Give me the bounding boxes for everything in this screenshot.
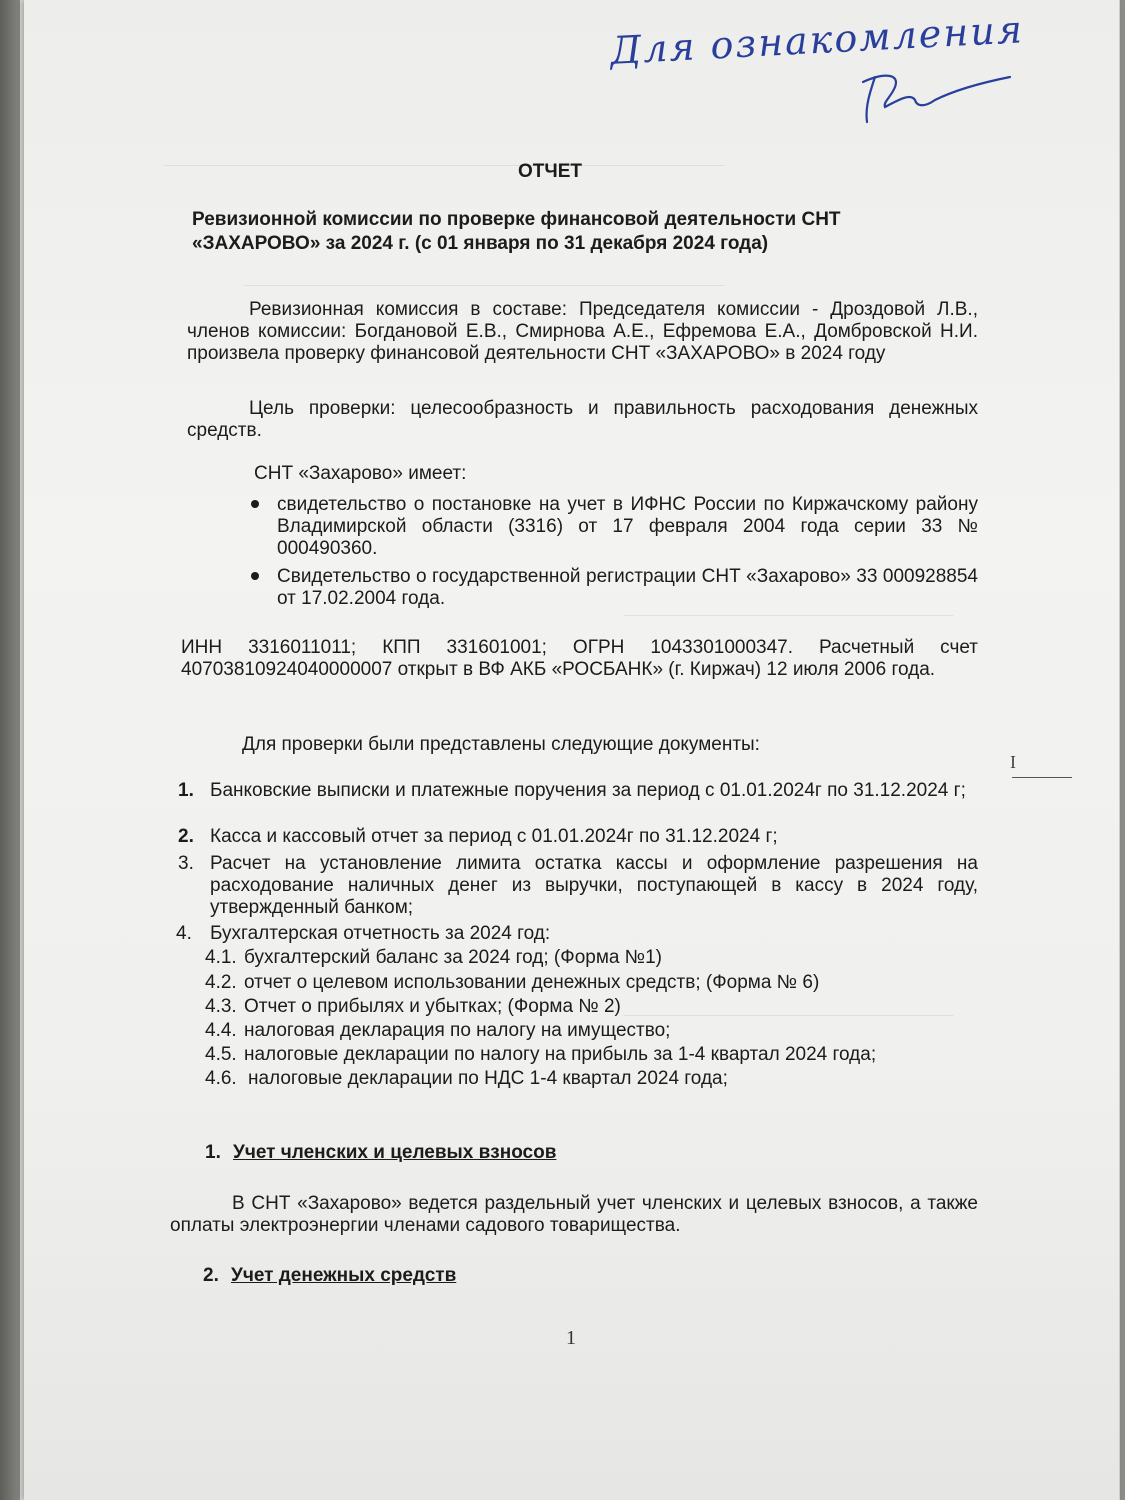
- bleed-through-table: _____________________________________: [624, 600, 954, 617]
- sublist-number: 4.2.: [205, 972, 237, 993]
- desk-edge: [0, 0, 22, 1500]
- signature-icon: [855, 62, 1015, 132]
- list-item: Бухгалтерская отчетность за 2024 год:: [210, 923, 551, 944]
- list-number: 2.: [178, 826, 194, 847]
- documents-heading: Для проверки были представлены следующие документы:: [242, 734, 760, 755]
- section-heading-contributions: Учет членских и целевых взносов: [233, 1142, 557, 1163]
- sublist-number: 4.5.: [205, 1044, 237, 1065]
- list-item: Свидетельство о государственной регистрации СНТ «Захарово» 33 000928854 от 17.02.2004 года.: [277, 566, 978, 609]
- bleed-through-text: ______________________________________________________: [244, 270, 725, 287]
- sublist-item: налоговые декларации по налогу на прибыль за 1-4 квартал 2024 года;: [244, 1044, 877, 1065]
- sublist-item: налоговая декларация по налогу на имущество;: [244, 1020, 671, 1041]
- sublist-number: 4.1.: [205, 947, 237, 968]
- report-title: ОТЧЕТ: [517, 161, 582, 182]
- page-number: 1: [566, 1327, 576, 1349]
- list-number: 3.: [178, 853, 194, 874]
- section-number: 1.: [205, 1142, 221, 1163]
- section-heading-funds: Учет денежных средств: [231, 1265, 457, 1286]
- requisites: ИНН 3316011011; КПП 331601001; ОГРН 1043301000347. Расчетный счет 40703810924040000007 открыт в ВФ АКБ «РОСБАНК» (г. Киржач) 12 июля 2006 года.: [181, 637, 978, 680]
- list-number: 4.: [176, 923, 192, 944]
- handwritten-note: Для ознакомления: [609, 7, 1025, 73]
- report-subtitle: Ревизионной комиссии по проверке финансовой деятельности СНТ «ЗАХАРОВО» за 2024 г. (с 01 января по 31 декабря 2024 года): [192, 209, 841, 254]
- sublist-item: Отчет о прибылях и убытках; (Форма № 2): [244, 996, 621, 1017]
- bleed-through-table: _____________________________________: [624, 1000, 954, 1017]
- section-number: 2.: [203, 1265, 219, 1286]
- margin-mark: I: [1010, 752, 1016, 772]
- bullet-icon: [251, 572, 259, 580]
- list-item: свидетельство о постановке на учет в ИФНС России по Киржачскому району Владимирской области (3316) от 17 февраля 2004 года серии 33 № 000490360.: [277, 494, 978, 559]
- list-item: Касса и кассовый отчет за период с 01.01.2024г по 31.12.2024 г;: [210, 826, 778, 847]
- sublist-item: бухгалтерский баланс за 2024 год; (Форма №1): [244, 947, 663, 968]
- margin-line: [1012, 777, 1072, 778]
- bullet-icon: [251, 500, 259, 508]
- sublist-item: налоговые декларации по НДС 1-4 квартал 2024 года;: [248, 1068, 728, 1089]
- sublist-number: 4.3.: [205, 996, 237, 1017]
- commission-composition: Ревизионная комиссия в составе: Председателя комиссии - Дроздовой Л.В., членов комиссии: Богдановой Е.В., Смирнова А.Е., Ефремова Е.А., Домбровской Н.И. произвела проверку финансовой деятельности СНТ «ЗАХАРОВО» в 2024 году: [187, 299, 978, 364]
- list-item: Расчет на установление лимита остатка кассы и оформление разрешения на расходование наличных денег из выручки, поступающей в кассу в 2024 году, утвержденный банком;: [210, 853, 978, 918]
- sublist-number: 4.4.: [205, 1020, 237, 1041]
- bleed-through-text: _______________________________________________________________: [164, 150, 725, 167]
- list-number: 1.: [178, 780, 194, 801]
- sublist-item: отчет о целевом использовании денежных средств; (Форма № 6): [244, 972, 820, 993]
- audit-goal: Цель проверки: целесообразность и правильность расходования денежных средств.: [187, 398, 978, 441]
- snt-has-heading: СНТ «Захарово» имеет:: [254, 463, 467, 484]
- sublist-number: 4.6.: [205, 1068, 237, 1089]
- section-text-contributions: В СНТ «Захарово» ведется раздельный учет членских и целевых взносов, а также оплаты электроэнергии членами садового товарищества.: [170, 1193, 978, 1236]
- list-item: Банковские выписки и платежные поручения за период с 01.01.2024г по 31.12.2024 г;: [210, 780, 966, 801]
